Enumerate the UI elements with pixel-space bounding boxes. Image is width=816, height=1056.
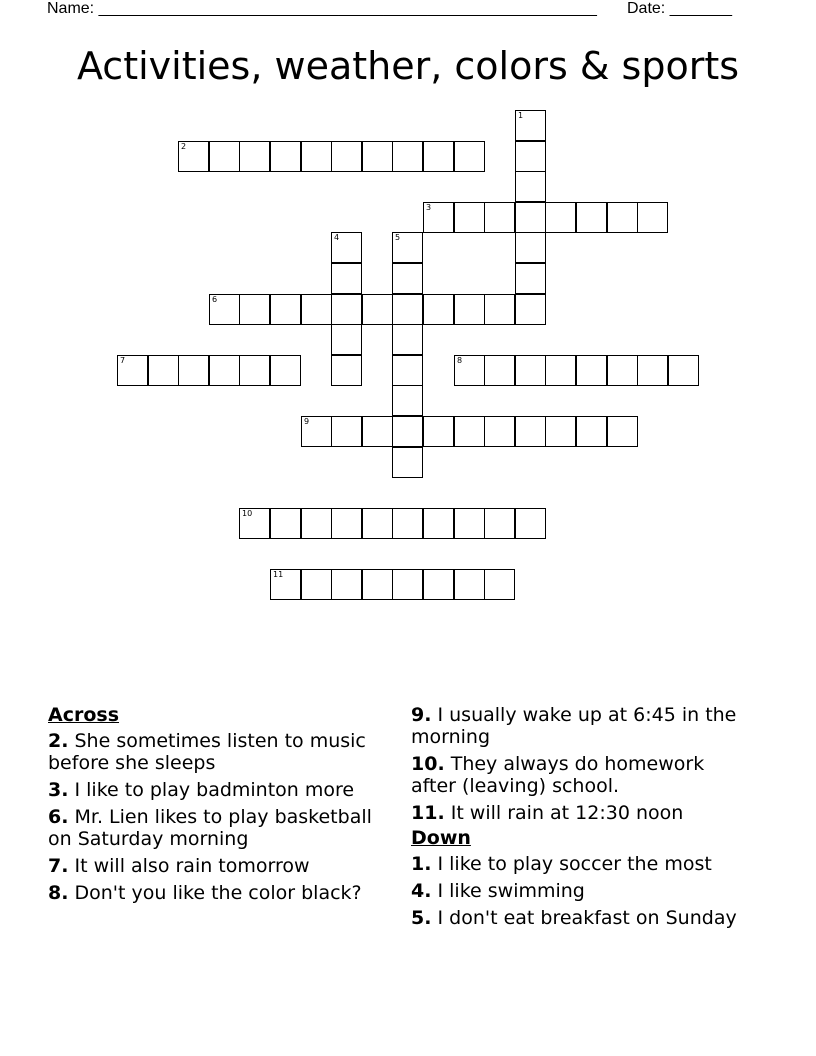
crossword-cell[interactable] — [515, 416, 546, 447]
crossword-cell[interactable] — [270, 355, 301, 386]
crossword-cell[interactable] — [392, 569, 423, 600]
crossword-cell[interactable] — [239, 508, 270, 539]
crossword-cell[interactable] — [484, 294, 515, 325]
page-title: Activities, weather, colors & sports — [76, 44, 740, 88]
clue-text: I usually wake up at 6:45 in the morning — [411, 704, 737, 748]
clue-across-9 — [411, 704, 751, 748]
crossword-cell[interactable] — [423, 416, 454, 447]
clue-text: It will also rain tomorrow — [74, 855, 310, 877]
clue-number: 8. — [48, 882, 69, 904]
crossword-cell[interactable] — [270, 294, 301, 325]
clue-number: 7. — [48, 855, 69, 877]
crossword-cell[interactable] — [331, 355, 362, 386]
clue-down-4 — [411, 880, 751, 902]
crossword-cell[interactable] — [209, 355, 240, 386]
clue-number: 2. — [48, 730, 69, 752]
crossword-cell[interactable] — [423, 202, 454, 233]
crossword-cell[interactable] — [209, 141, 240, 172]
crossword-cell[interactable] — [668, 355, 699, 386]
clue-number: 5. — [411, 907, 432, 929]
crossword-cell[interactable] — [270, 569, 301, 600]
clue-text: They always do homework after (leaving) school. — [411, 753, 705, 797]
crossword-cell[interactable] — [515, 355, 546, 386]
crossword-cell[interactable] — [515, 508, 546, 539]
down-heading: Down — [411, 827, 471, 849]
clue-number-label: 2 — [181, 142, 187, 151]
crossword-cell[interactable] — [392, 232, 423, 263]
clue-number-label: 6 — [212, 295, 218, 304]
crossword-cell[interactable] — [301, 141, 332, 172]
crossword-cell[interactable] — [117, 355, 148, 386]
clue-text: Mr. Lien likes to play basketball on Saturday morning — [48, 806, 372, 850]
crossword-cell[interactable] — [607, 416, 638, 447]
clue-number: 4. — [411, 880, 432, 902]
clue-down-1 — [411, 853, 751, 875]
crossword-cell[interactable] — [484, 416, 515, 447]
crossword-cell[interactable] — [301, 569, 332, 600]
crossword-cell[interactable] — [362, 569, 393, 600]
crossword-cell[interactable] — [392, 324, 423, 355]
crossword-cell[interactable] — [301, 294, 332, 325]
crossword-cell[interactable] — [576, 355, 607, 386]
clue-number-label: 9 — [304, 417, 310, 426]
crossword-cell[interactable] — [148, 355, 179, 386]
clue-across-11 — [411, 802, 751, 824]
clue-number-label: 3 — [426, 203, 432, 212]
crossword-cell[interactable] — [362, 294, 393, 325]
clue-number: 11. — [411, 802, 445, 824]
crossword-cell[interactable] — [545, 355, 576, 386]
crossword-cell[interactable] — [270, 508, 301, 539]
crossword-cell[interactable] — [515, 232, 546, 263]
crossword-cell[interactable] — [331, 324, 362, 355]
crossword-cell[interactable] — [331, 263, 362, 294]
clues-column-left — [48, 704, 388, 909]
crossword-cell[interactable] — [362, 141, 393, 172]
crossword-cell[interactable] — [515, 202, 546, 233]
crossword-cell[interactable] — [484, 569, 515, 600]
crossword-cell[interactable] — [392, 263, 423, 294]
crossword-cell[interactable] — [484, 202, 515, 233]
crossword-cell[interactable] — [392, 294, 423, 325]
name-field[interactable]: Name: ________________________________________________________ — [47, 0, 597, 17]
crossword-cell[interactable] — [637, 355, 668, 386]
crossword-cell[interactable] — [392, 447, 423, 478]
clue-text: I like to play badminton more — [74, 779, 355, 801]
clue-across-6 — [48, 806, 388, 850]
crossword-cell[interactable] — [392, 416, 423, 447]
clue-across-7 — [48, 855, 388, 877]
clue-text: She sometimes listen to music before she sleeps — [48, 730, 366, 774]
crossword-cell[interactable] — [454, 141, 485, 172]
crossword-cell[interactable] — [331, 232, 362, 263]
crossword-cell[interactable] — [331, 416, 362, 447]
clue-across-10 — [411, 753, 751, 797]
crossword-cell[interactable] — [515, 171, 546, 202]
crossword-cell[interactable] — [301, 508, 332, 539]
clue-number-label: 8 — [457, 356, 463, 365]
clue-across-8 — [48, 882, 388, 904]
clue-number: 10. — [411, 753, 445, 775]
crossword-cell[interactable] — [515, 263, 546, 294]
crossword-cell[interactable] — [392, 141, 423, 172]
clue-text: Don't you like the color black? — [74, 882, 362, 904]
crossword-cell[interactable] — [331, 508, 362, 539]
clue-number-label: 1 — [518, 111, 524, 120]
crossword-cell[interactable] — [607, 355, 638, 386]
crossword-cell[interactable] — [392, 508, 423, 539]
crossword-cell[interactable] — [331, 294, 362, 325]
crossword-cell[interactable] — [331, 141, 362, 172]
crossword-cell[interactable] — [392, 385, 423, 416]
crossword-cell[interactable] — [270, 141, 301, 172]
crossword-cell[interactable] — [239, 141, 270, 172]
crossword-cell[interactable] — [515, 141, 546, 172]
crossword-cell[interactable] — [515, 294, 546, 325]
crossword-cell[interactable] — [484, 508, 515, 539]
crossword-cell[interactable] — [362, 508, 393, 539]
crossword-cell[interactable] — [362, 416, 393, 447]
clue-across-3 — [48, 779, 388, 801]
date-field[interactable]: Date: _______ — [627, 0, 732, 17]
clue-number: 3. — [48, 779, 69, 801]
clue-number-label: 10 — [242, 509, 253, 518]
clue-number-label: 7 — [120, 356, 126, 365]
crossword-cell[interactable] — [454, 355, 485, 386]
crossword-cell[interactable] — [239, 294, 270, 325]
crossword-cell[interactable] — [392, 355, 423, 386]
clue-number: 1. — [411, 853, 432, 875]
crossword-cell[interactable] — [423, 141, 454, 172]
clues-column-right — [411, 704, 751, 934]
clue-across-2 — [48, 730, 388, 774]
across-heading: Across — [48, 704, 120, 726]
clue-text: I don't eat breakfast on Sunday — [437, 907, 737, 929]
crossword-cell[interactable] — [454, 416, 485, 447]
clue-number-label: 11 — [273, 570, 284, 579]
crossword-cell[interactable] — [331, 569, 362, 600]
clue-text: It will rain at 12:30 noon — [450, 802, 684, 824]
crossword-cell[interactable] — [454, 569, 485, 600]
crossword-cell[interactable] — [576, 202, 607, 233]
clue-number: 9. — [411, 704, 432, 726]
crossword-cell[interactable] — [423, 294, 454, 325]
clue-number-label: 5 — [395, 233, 401, 242]
crossword-cell[interactable] — [301, 416, 332, 447]
clue-number-label: 4 — [334, 233, 340, 242]
crossword-cell[interactable] — [454, 294, 485, 325]
crossword-cell[interactable] — [178, 141, 209, 172]
crossword-cell[interactable] — [239, 355, 270, 386]
crossword-cell[interactable] — [515, 110, 546, 141]
crossword-cell[interactable] — [607, 202, 638, 233]
crossword-cell[interactable] — [209, 294, 240, 325]
crossword-cell[interactable] — [178, 355, 209, 386]
crossword-cell[interactable] — [484, 355, 515, 386]
crossword-cell[interactable] — [545, 416, 576, 447]
crossword-cell[interactable] — [423, 569, 454, 600]
clue-text: I like to play soccer the most — [437, 853, 712, 875]
crossword-cell[interactable] — [637, 202, 668, 233]
crossword-cell[interactable] — [454, 202, 485, 233]
crossword-cell[interactable] — [454, 508, 485, 539]
clue-number: 6. — [48, 806, 69, 828]
clue-down-5 — [411, 907, 751, 929]
crossword-cell[interactable] — [576, 416, 607, 447]
crossword-cell[interactable] — [423, 508, 454, 539]
crossword-cell[interactable] — [545, 202, 576, 233]
clue-text: I like swimming — [437, 880, 585, 902]
